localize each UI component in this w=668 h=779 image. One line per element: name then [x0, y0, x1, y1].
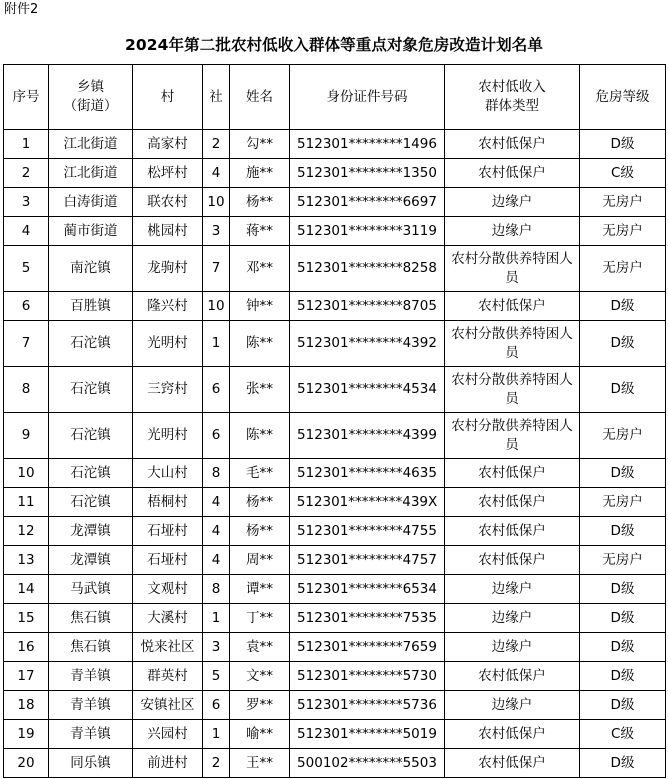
cell-group: 8 [203, 575, 230, 604]
cell-village: 龙驹村 [133, 246, 203, 292]
header-group: 社 [203, 65, 230, 130]
cell-village: 大溪村 [133, 604, 203, 633]
cell-index: 6 [4, 292, 49, 321]
cell-group-type: 边缘户 [445, 575, 580, 604]
cell-group: 2 [203, 749, 230, 778]
cell-name: 施** [230, 159, 290, 188]
table-row [4, 159, 666, 188]
cell-id-number: 512301********8705 [290, 292, 445, 321]
cell-name: 周** [230, 546, 290, 575]
cell-id-number: 512301********1496 [290, 130, 445, 159]
cell-group: 1 [203, 604, 230, 633]
cell-village: 石垭村 [133, 546, 203, 575]
table-row [4, 720, 666, 749]
cell-danger-level: 无房户 [580, 188, 666, 217]
cell-group-type: 边缘户 [445, 188, 580, 217]
cell-id-number: 512301********7659 [290, 633, 445, 662]
cell-index: 11 [4, 488, 49, 517]
cell-village: 松坪村 [133, 159, 203, 188]
cell-village: 文观村 [133, 575, 203, 604]
cell-group-type: 农村低保户 [445, 749, 580, 778]
cell-index: 20 [4, 749, 49, 778]
cell-id-number: 512301********4757 [290, 546, 445, 575]
cell-group-type: 农村低保户 [445, 546, 580, 575]
cell-danger-level: 无房户 [580, 217, 666, 246]
table-row [4, 367, 666, 413]
table-row [4, 413, 666, 459]
cell-village: 隆兴村 [133, 292, 203, 321]
cell-id-number: 512301********4399 [290, 413, 445, 459]
header-group-type-line2: 群体类型 [485, 98, 539, 114]
cell-group-type: 农村低保户 [445, 459, 580, 488]
cell-group: 4 [203, 488, 230, 517]
cell-name: 袁** [230, 633, 290, 662]
cell-danger-level: 无房户 [580, 546, 666, 575]
cell-danger-level: D级 [580, 321, 666, 367]
cell-id-number: 512301********8258 [290, 246, 445, 292]
cell-township: 同乐镇 [49, 749, 133, 778]
cell-danger-level: D级 [580, 130, 666, 159]
table-body [4, 130, 666, 778]
cell-group-type: 农村分散供养特困人员 [445, 413, 580, 459]
cell-id-number: 512301********7535 [290, 604, 445, 633]
cell-index: 17 [4, 662, 49, 691]
cell-group-type: 农村低保户 [445, 159, 580, 188]
cell-group-type: 农村分散供养特困人员 [445, 367, 580, 413]
cell-group: 10 [203, 292, 230, 321]
cell-danger-level: D级 [580, 575, 666, 604]
cell-group: 6 [203, 367, 230, 413]
cell-name: 文** [230, 662, 290, 691]
table-row [4, 633, 666, 662]
cell-name: 杨** [230, 488, 290, 517]
cell-village: 大山村 [133, 459, 203, 488]
cell-danger-level: D级 [580, 749, 666, 778]
housing-plan-table [3, 64, 666, 778]
cell-township: 江北街道 [49, 130, 133, 159]
cell-township: 石沱镇 [49, 413, 133, 459]
cell-danger-level: 无房户 [580, 246, 666, 292]
cell-index: 15 [4, 604, 49, 633]
cell-name: 毛** [230, 459, 290, 488]
cell-index: 9 [4, 413, 49, 459]
table-row [4, 488, 666, 517]
cell-name: 张** [230, 367, 290, 413]
header-village: 村 [133, 65, 203, 130]
cell-group-type: 农村低保户 [445, 662, 580, 691]
cell-id-number: 512301********4635 [290, 459, 445, 488]
cell-group: 6 [203, 413, 230, 459]
cell-village: 悦来社区 [133, 633, 203, 662]
cell-id-number: 512301********5736 [290, 691, 445, 720]
cell-danger-level: D级 [580, 292, 666, 321]
cell-id-number: 512301********4755 [290, 517, 445, 546]
cell-group: 3 [203, 217, 230, 246]
cell-township: 石沱镇 [49, 459, 133, 488]
cell-village: 高家村 [133, 130, 203, 159]
cell-danger-level: D级 [580, 367, 666, 413]
cell-name: 杨** [230, 517, 290, 546]
cell-group: 7 [203, 246, 230, 292]
cell-group-type: 农村低保户 [445, 517, 580, 546]
cell-village: 石垭村 [133, 517, 203, 546]
cell-id-number: 512301********1350 [290, 159, 445, 188]
cell-village: 兴园村 [133, 720, 203, 749]
cell-group: 6 [203, 691, 230, 720]
cell-index: 7 [4, 321, 49, 367]
cell-name: 蒋** [230, 217, 290, 246]
cell-group-type: 边缘户 [445, 604, 580, 633]
cell-name: 王** [230, 749, 290, 778]
cell-township: 青羊镇 [49, 720, 133, 749]
cell-township: 焦石镇 [49, 633, 133, 662]
cell-township: 江北街道 [49, 159, 133, 188]
cell-name: 陈** [230, 413, 290, 459]
cell-name: 罗** [230, 691, 290, 720]
header-township-line2: （街道） [63, 98, 118, 114]
cell-danger-level: D级 [580, 604, 666, 633]
table-row [4, 217, 666, 246]
header-township [49, 65, 133, 130]
cell-township: 南沱镇 [49, 246, 133, 292]
cell-township: 百胜镇 [49, 292, 133, 321]
table-row [4, 662, 666, 691]
table-row [4, 292, 666, 321]
cell-village: 联农村 [133, 188, 203, 217]
cell-id-number: 512301********6534 [290, 575, 445, 604]
cell-index: 14 [4, 575, 49, 604]
header-township-line1: 乡镇 [77, 79, 104, 95]
cell-danger-level: 无房户 [580, 488, 666, 517]
table-row [4, 321, 666, 367]
cell-township: 蔺市街道 [49, 217, 133, 246]
header-group-type [445, 65, 580, 130]
cell-township: 石沱镇 [49, 488, 133, 517]
cell-township: 白涛街道 [49, 188, 133, 217]
table-row [4, 246, 666, 292]
table-row [4, 188, 666, 217]
table-row [4, 691, 666, 720]
cell-id-number: 512301********4534 [290, 367, 445, 413]
cell-danger-level: D级 [580, 517, 666, 546]
cell-name: 喻** [230, 720, 290, 749]
cell-id-number: 512301********3119 [290, 217, 445, 246]
cell-danger-level: C级 [580, 720, 666, 749]
cell-village: 群英村 [133, 662, 203, 691]
cell-group: 4 [203, 159, 230, 188]
cell-name: 丁** [230, 604, 290, 633]
cell-id-number: 512301********6697 [290, 188, 445, 217]
cell-name: 勾** [230, 130, 290, 159]
cell-township: 石沱镇 [49, 367, 133, 413]
cell-group-type: 边缘户 [445, 633, 580, 662]
cell-danger-level: D级 [580, 691, 666, 720]
cell-group-type: 农村低保户 [445, 720, 580, 749]
attachment-label: 附件2 [4, 2, 39, 17]
cell-group: 3 [203, 633, 230, 662]
header-id-number: 身份证件号码 [290, 65, 445, 130]
cell-index: 5 [4, 246, 49, 292]
cell-township: 青羊镇 [49, 691, 133, 720]
cell-township: 龙潭镇 [49, 517, 133, 546]
cell-index: 19 [4, 720, 49, 749]
cell-township: 青羊镇 [49, 662, 133, 691]
cell-township: 马武镇 [49, 575, 133, 604]
cell-group: 10 [203, 188, 230, 217]
cell-index: 16 [4, 633, 49, 662]
cell-index: 13 [4, 546, 49, 575]
table-row [4, 517, 666, 546]
cell-group-type: 边缘户 [445, 217, 580, 246]
cell-id-number: 512301********5730 [290, 662, 445, 691]
table-row [4, 546, 666, 575]
cell-index: 18 [4, 691, 49, 720]
cell-group-type: 农村低保户 [445, 130, 580, 159]
cell-name: 钟** [230, 292, 290, 321]
header-name: 姓名 [230, 65, 290, 130]
cell-village: 梧桐村 [133, 488, 203, 517]
cell-village: 桃园村 [133, 217, 203, 246]
cell-group: 2 [203, 130, 230, 159]
cell-township: 龙潭镇 [49, 546, 133, 575]
cell-village: 前进村 [133, 749, 203, 778]
cell-group: 4 [203, 517, 230, 546]
cell-village: 三窍村 [133, 367, 203, 413]
table-row [4, 459, 666, 488]
cell-township: 焦石镇 [49, 604, 133, 633]
table-row [4, 130, 666, 159]
cell-group-type: 农村低保户 [445, 292, 580, 321]
cell-group: 1 [203, 321, 230, 367]
cell-village: 光明村 [133, 413, 203, 459]
cell-name: 谭** [230, 575, 290, 604]
header-danger-level: 危房等级 [580, 65, 666, 130]
table-header-row [4, 65, 666, 130]
cell-group-type: 农村分散供养特困人员 [445, 321, 580, 367]
cell-index: 1 [4, 130, 49, 159]
cell-group: 4 [203, 546, 230, 575]
table-row [4, 604, 666, 633]
cell-group: 1 [203, 720, 230, 749]
cell-danger-level: D级 [580, 633, 666, 662]
cell-group-type: 农村分散供养特困人员 [445, 246, 580, 292]
cell-group-type: 边缘户 [445, 691, 580, 720]
cell-village: 安镇社区 [133, 691, 203, 720]
cell-index: 10 [4, 459, 49, 488]
cell-danger-level: D级 [580, 662, 666, 691]
document-title: 2024年第二批农村低收入群体等重点对象危房改造计划名单 [125, 36, 543, 54]
cell-village: 光明村 [133, 321, 203, 367]
cell-group: 5 [203, 662, 230, 691]
cell-id-number: 512301********5019 [290, 720, 445, 749]
cell-index: 12 [4, 517, 49, 546]
cell-group: 8 [203, 459, 230, 488]
header-index: 序号 [4, 65, 49, 130]
cell-group-type: 农村低保户 [445, 488, 580, 517]
table-row [4, 749, 666, 778]
cell-name: 杨** [230, 188, 290, 217]
cell-township: 石沱镇 [49, 321, 133, 367]
cell-danger-level: 无房户 [580, 413, 666, 459]
cell-name: 邓** [230, 246, 290, 292]
cell-id-number: 500102********5503 [290, 749, 445, 778]
cell-name: 陈** [230, 321, 290, 367]
cell-index: 3 [4, 188, 49, 217]
cell-index: 2 [4, 159, 49, 188]
header-group-type-line1: 农村低收入 [478, 79, 546, 95]
cell-id-number: 512301********4392 [290, 321, 445, 367]
cell-id-number: 512301********439X [290, 488, 445, 517]
table-row [4, 575, 666, 604]
cell-danger-level: C级 [580, 159, 666, 188]
cell-index: 8 [4, 367, 49, 413]
cell-danger-level: D级 [580, 459, 666, 488]
cell-index: 4 [4, 217, 49, 246]
